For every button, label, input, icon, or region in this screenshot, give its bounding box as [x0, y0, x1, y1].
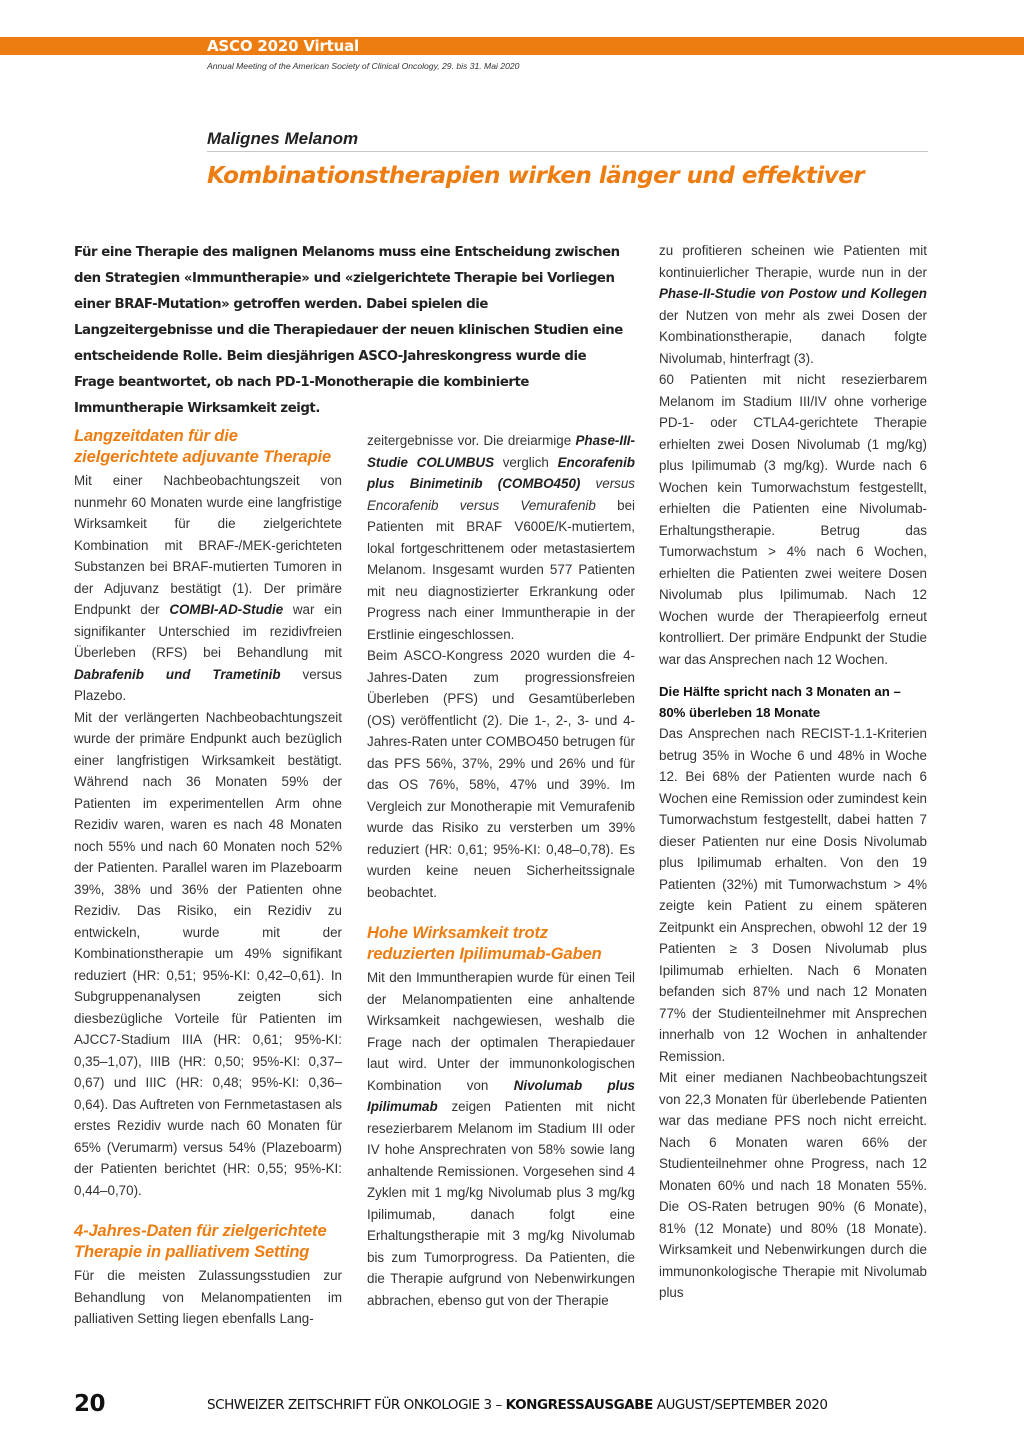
subheading-palliative: 4-Jahres-Daten für zielgerichtete Therapie in palliativem Setting: [74, 1222, 327, 1261]
paragraph: 60 Patienten mit nicht resezierbarem Melanom im Stadium III/IV ohne vorherige PD-1- oder CTLA4-gerichtete Therapie erhielten zwei Dosen Nivolumab (1 mg/kg) plus Ipilimumab (3 mg/kg). Wurde nach 6 Wochen kein Tumorwachstum festgestellt, erhielten die Patienten eine Nivolumab-Erhaltungstherapie. Betrug das Tumorwachstum > 4% nach 6 Wochen, erhielten die Patienten zwei weitere Dosen Nivolumab plus Ipilimumab. Nach 12 Wochen wurde der Therapieerfolg erneut kontrolliert. Der primäre Endpunkt der Studie war das Ansprechen nach 12 Wochen.: [659, 372, 927, 667]
subheading-adjuvant: Langzeitdaten für die zielgerichtete adjuvante Therapie: [74, 427, 332, 466]
section-label: Malignes Melanom: [207, 129, 359, 148]
article-lead: Für eine Therapie des malignen Melanoms muss eine Entscheidung zwischen den Strategien «Immuntherapie» und «zielgerichtete Therapie bei Vorliegen einer BRAF-Mutation» getroffen werden. Dabei spielen die Langzeitergebnisse und die Therapiedauer der neuen klinischen Studien eine entscheidende Rolle. Beim diesjährigen ASCO-Jahreskongress wurde die Frage beantwortet, ob nach PD-1-Monotherapie die kombinierte Immuntherapie Wirksamkeit zeigt.: [74, 245, 623, 416]
conference-title: ASCO 2020 Virtual: [207, 37, 359, 55]
article-title: Kombinationstherapien wirken länger und effektiver: [207, 163, 865, 189]
conference-subline: Annual Meeting of the American Society of Clinical Oncology, 29. bis 31. Mai 2020: [207, 61, 520, 71]
subheading-ipilimumab: Hohe Wirksamkeit trotz reduzierten Ipilimumab-Gaben: [367, 924, 602, 963]
paragraph: Mit einer Nachbeobachtungszeit von nunmehr 60 Monaten wurde eine langfristige Wirksamkeit für die zielgerichtete Kombination mit BRAF-/MEK-gerichteten Substanzen bei BRAF-mutierten Tumoren in der Adjuvanz bestätigt (1). Der primäre Endpunkt der COMBI-AD-Studie war ein signifikanter Unterschied im rezidivfreien Überleben (RFS) bei Behandlung mit Dabrafenib und Trametinib versus Plazebo.: [74, 473, 342, 703]
subheading-response: Die Hälfte spricht nach 3 Monaten an – 80% überleben 18 Monate: [659, 684, 901, 720]
paragraph: Für die meisten Zulassungsstudien zur Behandlung von Melanompatienten im palliativen Setting liegen ebenfalls Lang-: [74, 1268, 342, 1326]
paragraph: Mit der verlängerten Nachbeobachtungszeit wurde der primäre Endpunkt auch bezüglich einer langfristigen Wirksamkeit bestätigt. Während nach 36 Monaten 59% der Patienten im experimentellen Arm ohne Rezidiv waren, waren es nach 48 Monaten noch 55% und nach 60 Monaten noch 52% der Patienten. Parallel waren im Plazeboarm 39%, 38% und 36% der Patienten ohne Rezidiv. Das Risiko, ein Rezidiv zu entwickeln, wurde mit der Kombinationstherapie um 49% signifikant reduziert (HR: 0,51; 95%-KI: 0,42–0,61). In Subgruppenanalysen zeigten sich diesbezügliche Vorteile für Patienten im AJCC7-Stadium IIIA (HR: 0,61; 95%-KI: 0,35–1,07), IIIB (HR: 0,50; 95%-KI: 0,37–0,67) und IIIC (HR: 0,48; 95%-KI: 0,36–0,64). Das Auftreten von Fernmetastasen als erstes Rezidiv wurde nach 60 Monaten für 65% (Verumarm) versus 54% (Plazeboarm) der Patienten berichtet (HR: 0,55; 95%-KI: 0,44–0,70).: [74, 709, 342, 1198]
paragraph: Das Ansprechen nach RECIST-1.1-Kriterien betrug 35% in Woche 6 und 48% in Woche 12. Bei 68% der Patienten wurde nach 6 Wochen eine Remission oder zumindest kein Tumorwachstum festgestellt, dabei hatten 7 dieser Patienten nur eine Dosis Nivolumab plus Ipilimumab erhalten. Von den 19 Patienten (32%) mit Tumorwachstum > 4% zeigte kein Patient zu einem späteren Zeitpunkt ein Ansprechen, obwohl 12 der 19 Patienten ≥ 3 Dosen Nivolumab plus Ipilimumab erhielten. Nach 6 Monaten befanden sich 87% und nach 12 Monaten 77% der Studienteilnehmer mit Ansprechen innerhalb von 12 Wochen in anhaltender Remission.: [659, 726, 927, 1064]
paragraph: zu profitieren scheinen wie Patienten mit kontinuierlicher Therapie, wurde nun in der Phase-II-Studie von Postow und Kollegen der Nutzen von mehr als zwei Dosen der Kombinationstherapie, danach folgte Nivolumab, hinterfragt (3).: [659, 243, 927, 366]
header-bar: [0, 37, 1024, 55]
paragraph: Mit einer medianen Nachbeobachtungszeit von 22,3 Monaten für überlebende Patienten war das mediane PFS noch nicht erreicht. Nach 6 Monaten waren 66% der Studienteilnehmer ohne Progress, nach 12 Monaten 60% und nach 18 Monaten 55%. Die OS-Raten betrugen 90% (6 Monate), 81% (12 Monate) und 80% (18 Monate). Wirksamkeit und Nebenwirkungen durch die immunonkologische Therapie mit Nivolumab plus: [659, 1070, 927, 1300]
column-1: [74, 426, 342, 1330]
paragraph: zeitergebnisse vor. Die dreiarmige Phase-III-Studie COLUMBUS verglich Encorafenib plus Binimetinib (COMBO450) versus Encorafenib versus Vemurafenib bei Patienten mit BRAF V600E/K-mutiertem, lokal fortgeschrittenem oder metastasiertem Melanom. Insgesamt wurden 577 Patienten mit neu diagnostizierter Erkrankung oder Progress nach einer Immuntherapie in der Erstlinie eingeschlossen.: [367, 433, 635, 642]
paragraph: Mit den Immuntherapien wurde für einen Teil der Melanompatienten eine anhaltende Wirksamkeit nachgewiesen, weshalb die Frage nach der optimalen Therapiedauer laut wird. Unter der immunonkologischen Kombination von Nivolumab plus Ipilimumab zeigen Patienten mit nicht resezierbarem Melanom im Stadium III oder IV hohe Ansprechraten von 58% sowie lang anhaltende Remissionen. Vorgesehen sind 4 Zyklen mit 1 mg/kg Nivolumab plus 3 mg/kg Ipilimumab, danach folgt eine Erhaltungstherapie mit 3 mg/kg Nivolumab bis zum Tumorprogress. Da Patienten, die die Therapie aufgrund von Nebenwirkungen abbrachen, ebenso gut von der Therapie: [367, 970, 635, 1308]
page-number: 20: [74, 1391, 106, 1417]
column-2: [367, 430, 635, 1311]
paragraph: Beim ASCO-Kongress 2020 wurden die 4-Jahres-Daten zum progressionsfreien Überleben (PFS) und Gesamtüberleben (OS) veröffentlicht (2). Die 1-, 2-, 3- und 4-Jahres-Raten unter COMBO450 betrugen für das PFS 56%, 37%, 29% und 26% und für das OS 76%, 58%, 47% und 39%. Im Vergleich zur Monotherapie mit Vemurafenib wurde das Risiko zu versterben um 39% reduziert (HR: 0,61; 95%-KI: 0,48–0,78). Es wurden keine neuen Sicherheitssignale beobachtet.: [367, 648, 635, 900]
title-divider: [207, 151, 928, 152]
column-3: [659, 240, 927, 1304]
journal-footer: SCHWEIZER ZEITSCHRIFT FÜR ONKOLOGIE 3 – KONGRESSAUSGABE AUGUST/SEPTEMBER 2020: [207, 1397, 828, 1413]
